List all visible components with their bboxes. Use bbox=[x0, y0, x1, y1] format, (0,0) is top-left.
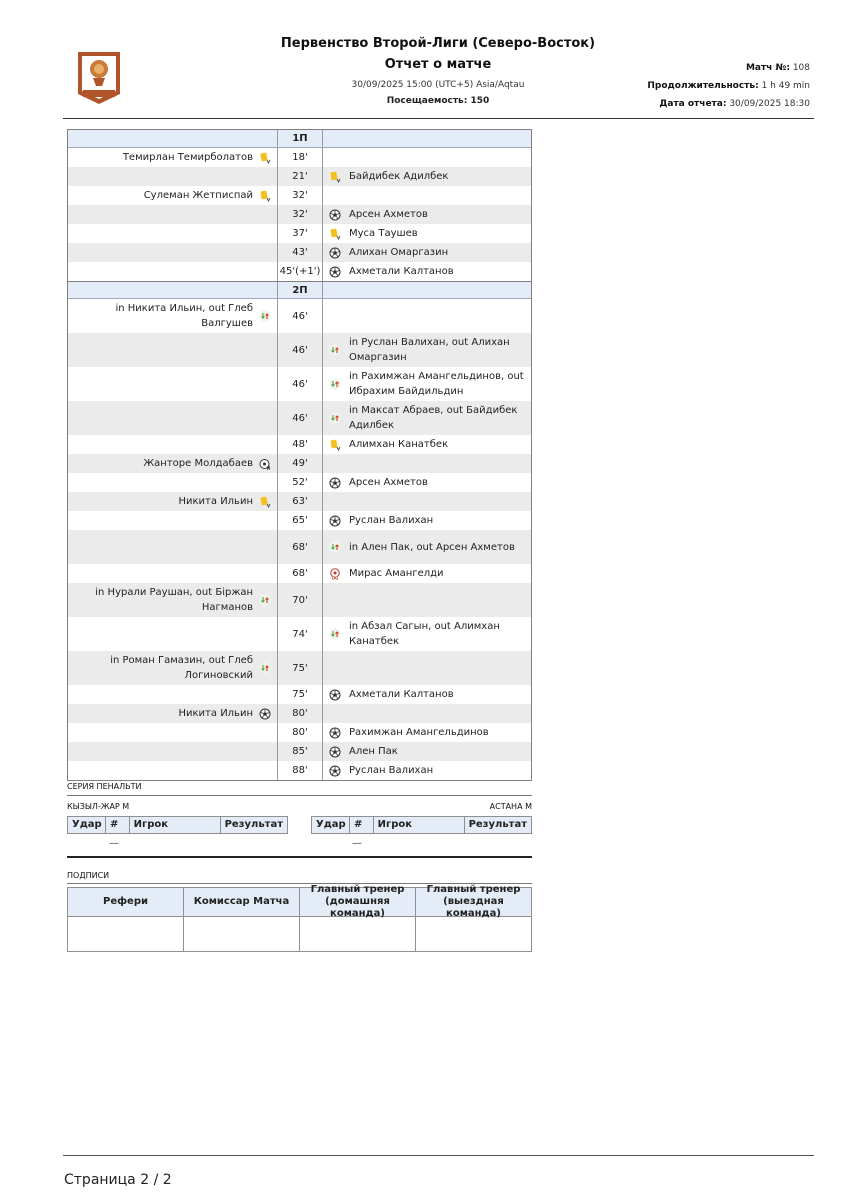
event-minute: 75' bbox=[277, 685, 323, 704]
event-home-cell bbox=[68, 262, 277, 281]
event-row bbox=[68, 685, 531, 704]
attendance-label: Посещаемость: bbox=[386, 96, 468, 106]
event-home-cell bbox=[68, 564, 277, 583]
event-minute: 80' bbox=[277, 723, 323, 742]
penalty-home-header bbox=[67, 816, 288, 834]
event-away-player: Руслан Валихан bbox=[349, 515, 434, 526]
substitution-icon bbox=[259, 310, 271, 322]
event-home-player: Сулеман Жетписпай bbox=[143, 190, 253, 201]
event-minute: 80' bbox=[277, 704, 323, 723]
event-away-cell bbox=[323, 583, 531, 617]
event-row bbox=[68, 333, 531, 367]
event-home-cell bbox=[68, 205, 277, 224]
event-away-cell bbox=[323, 167, 531, 186]
event-away-player: Байдибек Адилбек bbox=[349, 171, 449, 182]
event-away-player: Мирас Амангелди bbox=[349, 568, 444, 579]
signature-cell-home-coach bbox=[300, 917, 416, 951]
penalty-bottom-rule bbox=[67, 856, 532, 858]
event-row bbox=[68, 401, 531, 435]
event-away-player: Ахметали Калтанов bbox=[349, 266, 454, 277]
event-away-player: Алимхан Канатбек bbox=[349, 439, 449, 450]
substitution-icon bbox=[329, 628, 341, 640]
event-row bbox=[68, 704, 531, 723]
event-away-cell bbox=[323, 299, 531, 333]
report-date-value: 30/09/2025 18:30 bbox=[729, 99, 810, 109]
event-away-cell bbox=[323, 243, 531, 262]
event-away-player: in Максат Абраев, out Байдибек Адилбек bbox=[349, 405, 518, 431]
penalty-away-header bbox=[311, 816, 532, 834]
event-home-cell bbox=[68, 148, 277, 167]
event-row bbox=[68, 243, 531, 262]
signature-col-away-coach: Главный тренер (выездная команда) bbox=[426, 884, 521, 919]
signature-cell-commissioner bbox=[184, 917, 300, 951]
event-row bbox=[68, 299, 531, 333]
event-row bbox=[68, 583, 531, 617]
substitution-icon bbox=[259, 594, 271, 606]
event-home-cell bbox=[68, 167, 277, 186]
event-away-cell bbox=[323, 435, 531, 454]
own-goal-icon bbox=[329, 568, 341, 580]
event-away-player: Арсен Ахметов bbox=[349, 209, 428, 220]
event-home-cell bbox=[68, 492, 277, 511]
signature-cell-referee bbox=[68, 917, 184, 951]
event-home-cell bbox=[68, 435, 277, 454]
league-logo bbox=[76, 50, 122, 106]
event-home-cell bbox=[68, 299, 277, 333]
event-row bbox=[68, 742, 531, 761]
event-minute: 21' bbox=[277, 167, 323, 186]
event-away-cell bbox=[323, 685, 531, 704]
signature-cell-away-coach bbox=[416, 917, 531, 951]
event-home-cell bbox=[68, 333, 277, 367]
event-home-cell bbox=[68, 243, 277, 262]
goal-icon bbox=[329, 765, 341, 777]
duration-label: Продолжительность: bbox=[647, 81, 759, 91]
event-away-player: Рахимжан Амангельдинов bbox=[349, 727, 489, 738]
yellow-card-icon bbox=[259, 190, 271, 202]
event-away-player: in Руслан Валихан, out Алихан Омаргазин bbox=[349, 337, 510, 363]
substitution-icon bbox=[259, 662, 271, 674]
event-home-player: in Никита Ильин, out Глеб Валгушев bbox=[115, 303, 253, 329]
event-home-cell bbox=[68, 530, 277, 564]
events-table bbox=[67, 129, 532, 781]
event-home-cell bbox=[68, 186, 277, 205]
event-minute: 45'(+1') bbox=[277, 262, 323, 281]
period-header-row bbox=[68, 281, 531, 299]
penalty-col-number: # bbox=[106, 817, 130, 833]
event-away-cell bbox=[323, 186, 531, 205]
penalty-home-empty: — bbox=[109, 838, 119, 849]
event-home-cell bbox=[68, 685, 277, 704]
event-minute: 46' bbox=[277, 333, 323, 367]
event-away-player: in Ален Пак, out Арсен Ахметов bbox=[349, 541, 515, 553]
signatures-table bbox=[67, 884, 532, 952]
event-away-cell bbox=[323, 401, 531, 435]
event-minute: 70' bbox=[277, 583, 323, 617]
match-duration bbox=[647, 81, 810, 91]
event-minute: 46' bbox=[277, 401, 323, 435]
penalty-home-team: КЫЗЫЛ-ЖАР М bbox=[67, 802, 130, 811]
match-number bbox=[746, 63, 810, 73]
goal-icon bbox=[329, 689, 341, 701]
event-away-player: in Рахимжан Амангельдинов, out Ибрахим Байдильдин bbox=[349, 371, 524, 397]
event-home-cell bbox=[68, 511, 277, 530]
event-row bbox=[68, 186, 531, 205]
penalty-col-kick: Удар bbox=[68, 817, 106, 833]
missed-penalty-icon bbox=[259, 458, 271, 470]
goal-icon bbox=[259, 708, 271, 720]
event-home-cell bbox=[68, 473, 277, 492]
event-row bbox=[68, 435, 531, 454]
penalty-away-empty: — bbox=[352, 838, 362, 849]
penalty-col-result: Результат bbox=[468, 819, 527, 830]
event-away-cell bbox=[323, 511, 531, 530]
yellow-card-icon bbox=[329, 171, 341, 183]
event-away-cell bbox=[323, 224, 531, 243]
event-row bbox=[68, 167, 531, 186]
event-row bbox=[68, 511, 531, 530]
penalty-col-result: Результат bbox=[224, 819, 283, 830]
event-home-cell bbox=[68, 723, 277, 742]
signature-col-home-coach: Главный тренер (домашняя команда) bbox=[300, 888, 416, 916]
event-away-player: Муса Таушев bbox=[349, 228, 418, 239]
event-away-player: Руслан Валихан bbox=[349, 765, 434, 776]
event-away-cell bbox=[323, 704, 531, 723]
event-row bbox=[68, 148, 531, 167]
event-minute: 43' bbox=[277, 243, 323, 262]
event-minute: 46' bbox=[277, 367, 323, 401]
event-minute: 48' bbox=[277, 435, 323, 454]
event-minute: 37' bbox=[277, 224, 323, 243]
event-home-player: in Роман Гамазин, out Глеб Логиновский bbox=[110, 655, 253, 681]
header-divider bbox=[63, 118, 814, 119]
event-away-cell bbox=[323, 651, 531, 685]
event-away-player: Алихан Омаргазин bbox=[349, 247, 449, 258]
event-away-cell bbox=[323, 564, 531, 583]
goal-icon bbox=[329, 727, 341, 739]
event-away-player: Ахметали Калтанов bbox=[349, 689, 454, 700]
event-minute: 68' bbox=[277, 530, 323, 564]
event-minute: 63' bbox=[277, 492, 323, 511]
signatures-title: ПОДПИСИ bbox=[67, 871, 110, 880]
event-away-cell bbox=[323, 723, 531, 742]
event-away-player: Ален Пак bbox=[349, 746, 398, 757]
yellow-card-icon bbox=[329, 439, 341, 451]
event-away-cell bbox=[323, 367, 531, 401]
event-away-cell bbox=[323, 148, 531, 167]
penalty-col-number: # bbox=[350, 817, 374, 833]
period-header-row bbox=[68, 130, 531, 148]
event-minute: 32' bbox=[277, 186, 323, 205]
event-away-cell bbox=[323, 761, 531, 780]
goal-icon bbox=[329, 515, 341, 527]
event-home-player: Никита Ильин bbox=[178, 708, 253, 719]
event-row bbox=[68, 262, 531, 281]
event-home-cell bbox=[68, 454, 277, 473]
event-away-player: in Абзал Сагын, out Алимхан Канатбек bbox=[349, 621, 500, 647]
event-minute: 18' bbox=[277, 148, 323, 167]
goal-icon bbox=[329, 209, 341, 221]
event-minute: 32' bbox=[277, 205, 323, 224]
report-subtitle: Отчет о матче bbox=[384, 57, 492, 72]
penalty-away-team: АСТАНА М bbox=[489, 802, 532, 811]
event-row bbox=[68, 530, 531, 564]
attendance-value: 150 bbox=[470, 96, 490, 106]
event-minute: 88' bbox=[277, 761, 323, 780]
event-row bbox=[68, 761, 531, 780]
event-minute: 68' bbox=[277, 564, 323, 583]
goal-icon bbox=[329, 266, 341, 278]
event-home-player: in Нурали Раушан, out Біржан Нагманов bbox=[95, 587, 253, 613]
penalty-col-player: Игрок bbox=[374, 817, 465, 833]
signatures-body-row bbox=[68, 916, 531, 951]
event-away-cell bbox=[323, 617, 531, 651]
event-row bbox=[68, 205, 531, 224]
footer-divider bbox=[63, 1155, 814, 1156]
event-row bbox=[68, 473, 531, 492]
report-date-label: Дата отчета: bbox=[659, 99, 727, 109]
event-away-cell bbox=[323, 262, 531, 281]
event-home-cell bbox=[68, 617, 277, 651]
event-away-cell bbox=[323, 473, 531, 492]
event-away-cell bbox=[323, 454, 531, 473]
yellow-card-icon bbox=[259, 152, 271, 164]
event-home-player: Никита Ильин bbox=[178, 496, 253, 507]
event-minute: 52' bbox=[277, 473, 323, 492]
event-home-cell bbox=[68, 583, 277, 617]
penalty-divider bbox=[67, 795, 532, 796]
event-minute: 46' bbox=[277, 299, 323, 333]
event-minute: 65' bbox=[277, 511, 323, 530]
event-row bbox=[68, 651, 531, 685]
goal-icon bbox=[329, 746, 341, 758]
event-home-cell bbox=[68, 224, 277, 243]
period-home-cell bbox=[68, 282, 277, 298]
event-home-player: Темирлан Темирболатов bbox=[122, 152, 253, 163]
event-away-cell bbox=[323, 205, 531, 224]
yellow-card-icon bbox=[329, 228, 341, 240]
event-away-player: Арсен Ахметов bbox=[349, 477, 428, 488]
event-row bbox=[68, 367, 531, 401]
event-home-cell bbox=[68, 704, 277, 723]
substitution-icon bbox=[329, 344, 341, 356]
event-away-cell bbox=[323, 492, 531, 511]
attendance bbox=[230, 96, 646, 106]
match-number-label: Матч №: bbox=[745, 63, 790, 73]
event-minute: 49' bbox=[277, 454, 323, 473]
event-minute: 74' bbox=[277, 617, 323, 651]
substitution-icon bbox=[329, 412, 341, 424]
event-home-cell bbox=[68, 761, 277, 780]
event-minute: 75' bbox=[277, 651, 323, 685]
signature-col-referee: Рефери bbox=[68, 888, 184, 916]
event-row bbox=[68, 617, 531, 651]
event-home-cell bbox=[68, 367, 277, 401]
event-home-cell bbox=[68, 742, 277, 761]
yellow-card-icon bbox=[259, 496, 271, 508]
penalty-section-title: СЕРИЯ ПЕНАЛЬТИ bbox=[67, 782, 142, 791]
event-home-player: Жанторе Молдабаев bbox=[143, 458, 253, 469]
period-away-cell bbox=[323, 130, 531, 147]
penalty-col-kick: Удар bbox=[312, 817, 350, 833]
substitution-icon bbox=[329, 378, 341, 390]
event-away-cell bbox=[323, 742, 531, 761]
report-date bbox=[659, 99, 810, 109]
match-datetime: 30/09/2025 15:00 (UTC+5) Asia/Aqtau bbox=[351, 80, 525, 90]
duration-value: 1 h 49 min bbox=[761, 81, 810, 91]
page-number: Страница 2 / 2 bbox=[64, 1172, 172, 1188]
event-row bbox=[68, 723, 531, 742]
goal-icon bbox=[329, 477, 341, 489]
event-row bbox=[68, 564, 531, 583]
period-label: 2П bbox=[277, 282, 323, 298]
goal-icon bbox=[329, 247, 341, 259]
event-away-cell bbox=[323, 530, 531, 564]
event-home-cell bbox=[68, 651, 277, 685]
penalty-col-player: Игрок bbox=[130, 817, 221, 833]
signature-col-commissioner: Комиссар Матча bbox=[184, 888, 300, 916]
period-away-cell bbox=[323, 282, 531, 298]
event-row bbox=[68, 224, 531, 243]
substitution-icon bbox=[329, 541, 341, 553]
event-row bbox=[68, 454, 531, 473]
svg-text:OG: OG bbox=[331, 575, 339, 581]
event-minute: 85' bbox=[277, 742, 323, 761]
period-label: 1П bbox=[277, 130, 323, 147]
period-home-cell bbox=[68, 130, 277, 147]
event-home-cell bbox=[68, 401, 277, 435]
signatures-header-row bbox=[68, 884, 531, 919]
match-number-value: 108 bbox=[792, 63, 810, 73]
event-row bbox=[68, 492, 531, 511]
report-title: Первенство Второй-Лиги (Северо-Восток) bbox=[280, 36, 596, 51]
event-away-cell bbox=[323, 333, 531, 367]
